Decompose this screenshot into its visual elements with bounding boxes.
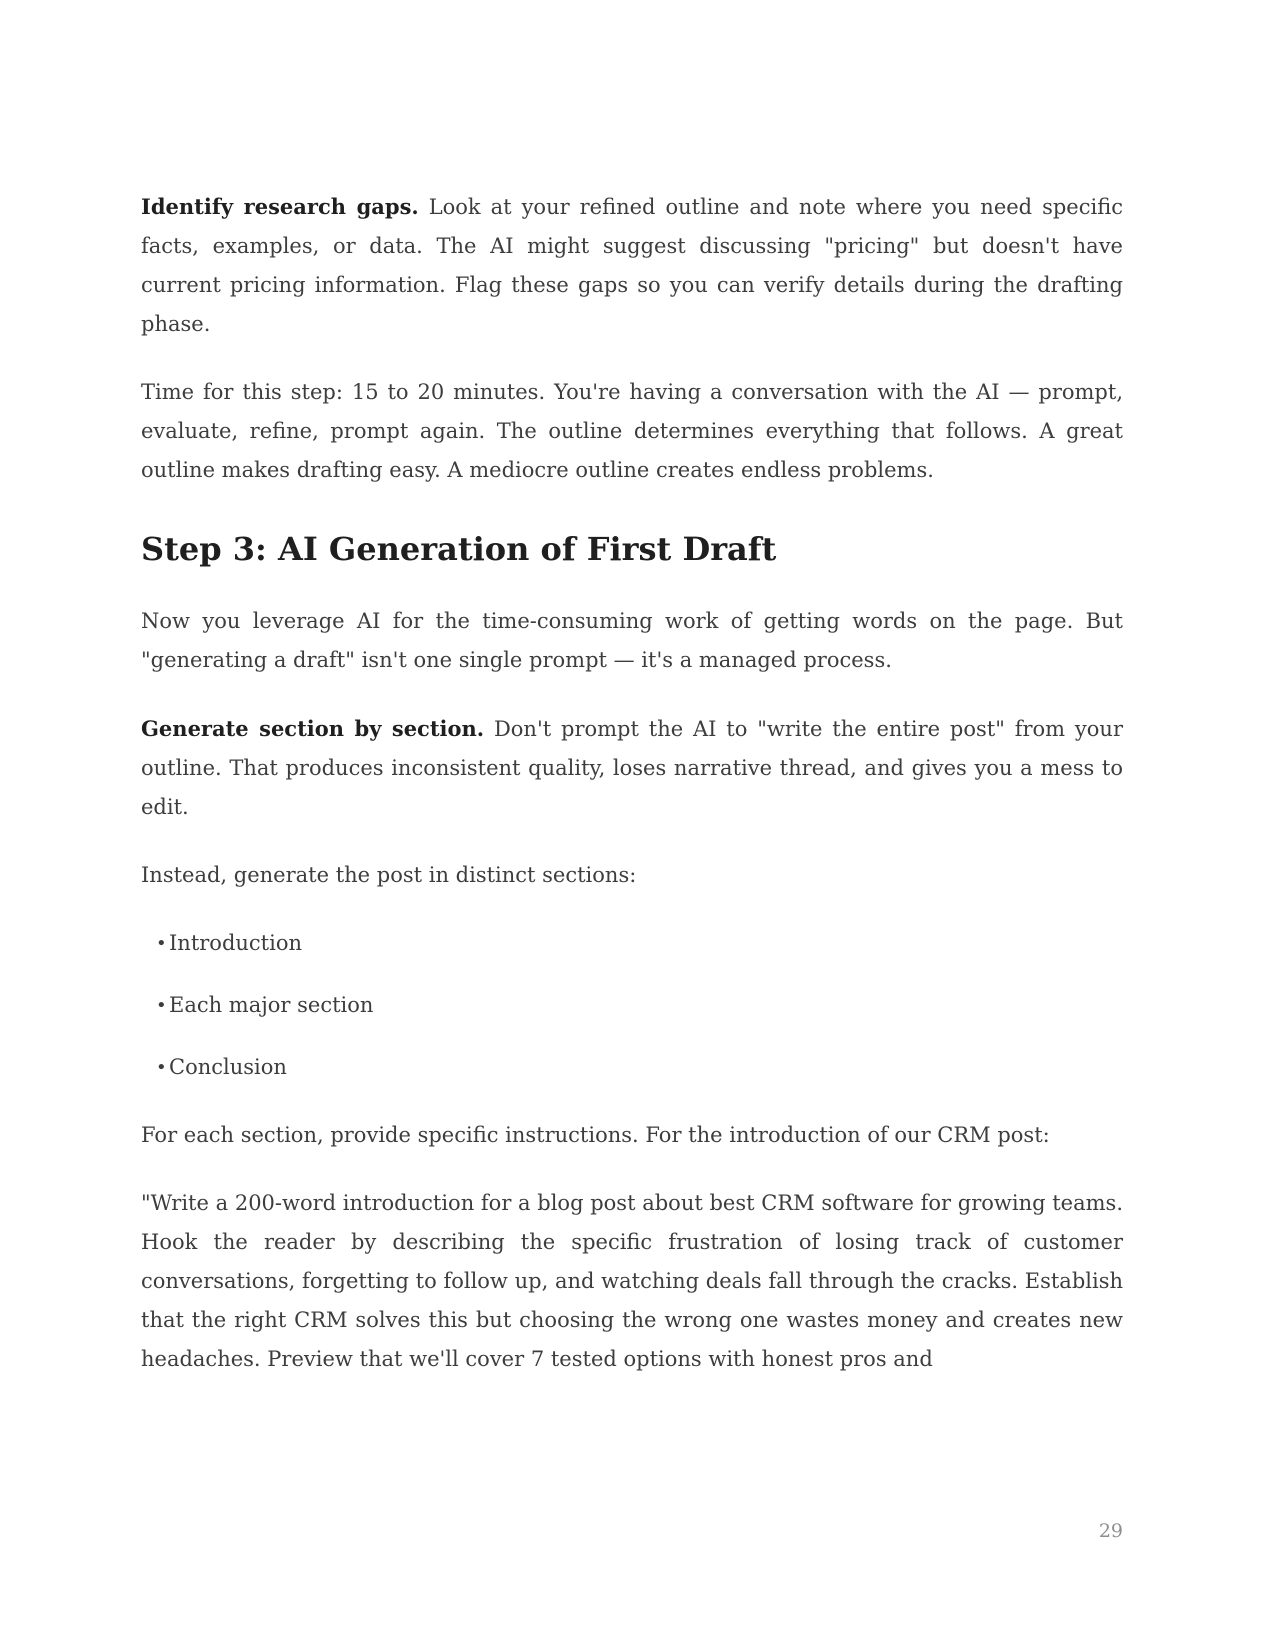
list-item-introduction: • Introduction [169,924,1123,963]
paragraph-instead-generate: Instead, generate the post in distinct sections: [141,863,637,887]
paragraph-time-for-this-step: Time for this step: 15 to 20 minutes. You're having a conversation with the AI — prompt, evaluate, refine, prompt again. The outline determines everything that follows. A great outline makes drafting easy. A mediocre outline creates endless problems. [141,380,1123,482]
paragraph-quote-write-introduction: "Write a 200-word introduction for a blog post about best CRM software for growing teams. Hook the reader by describing the specific frustration of losing track of customer conversations, forgetting to follow up, and watching deals fall through the cracks. Establish that the right CRM solves this but choosing the wrong one wastes money and creates new headaches. Preview that we'll cover 7 tested options with honest pros and [141,1191,1123,1371]
page-content [141,187,1123,1408]
paragraph-lead-generate-section-by-section: Generate section by section. [141,716,485,741]
paragraph-body: Look at your refined outline and note where you need specific facts, examples, or data. The AI might suggest discussing "pricing" but doesn't have current pricing information. Flag these gaps so you can verify details during the drafting phase. [141,195,1123,336]
list-item-conclusion: • Conclusion [169,1048,1123,1087]
section-heading-step-3: Step 3: AI Generation of First Draft [141,530,777,568]
paragraph-now-you-leverage: Now you leverage AI for the time-consuming work of getting words on the page. But "generating a draft" isn't one single prompt — it's a managed process. [141,609,1123,672]
paragraph-identify-research-gaps [141,187,1123,344]
page-number: 29 [1098,1520,1123,1542]
paragraph-for-each-section: For each section, provide specific instructions. For the introduction of our CRM post: [141,1123,1050,1147]
list-item-each-major-section: • Each major section [169,986,1123,1025]
bullet-list-sections [141,924,1123,1087]
paragraph-lead-identify-research-gaps: Identify research gaps. [141,194,419,219]
paragraph-generate-section-by-section [141,709,1123,827]
paragraph-body: Don't prompt the AI to "write the entire post" from your outline. That produces inconsistent quality, loses narrative thread, and gives you a mess to edit. [141,717,1123,819]
